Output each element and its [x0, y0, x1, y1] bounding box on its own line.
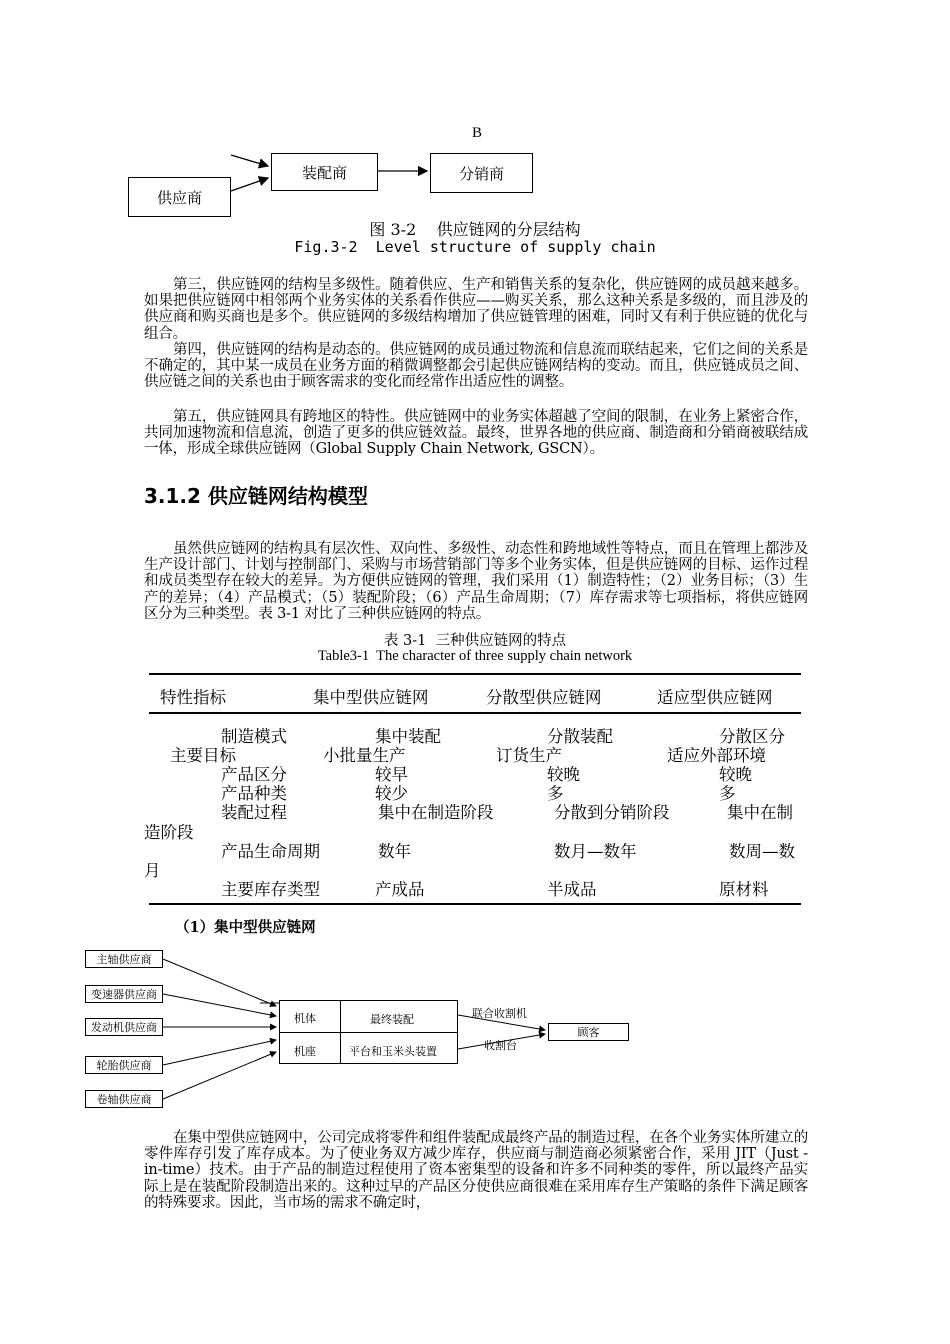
header-central: 集中型供应链网 — [313, 688, 429, 707]
cell-distributed: 分散装配 — [547, 727, 613, 746]
final-assembly-label: 最终装配 — [370, 1013, 414, 1026]
supplier-box: 发动机供应商 — [85, 1018, 163, 1036]
cell-adaptive: 数周—数 — [729, 842, 795, 861]
row-label: 制造模式 — [221, 727, 287, 746]
cell-central: 较早 — [375, 765, 408, 784]
cell-adaptive: 适应外部环境 — [667, 746, 766, 765]
cell-central: 集中在制造阶段 — [378, 803, 494, 822]
table-caption-cn: 表 3-1 三种供应链网的特点 — [383, 633, 567, 649]
fig32-caption-en: Fig.3-2 Level structure of supply chain — [294, 238, 656, 256]
supplier-box: 轮胎供应商 — [85, 1056, 163, 1074]
cell-distributed: 订货生产 — [496, 746, 562, 765]
cell-central: 小批量生产 — [323, 746, 406, 765]
supplier-label: 供应商 — [156, 188, 202, 207]
header-distributed: 分散型供应链网 — [486, 688, 602, 707]
platform-label: 平台和玉米头装置 — [349, 1045, 437, 1058]
combine-label: 联合收割机 — [472, 1007, 527, 1020]
cell-distributed: 半成品 — [547, 880, 597, 899]
harvester-platform-label: 收割台 — [484, 1039, 517, 1052]
cell-distributed: 分散到分销阶段 — [554, 803, 670, 822]
row-label: 产品区分 — [221, 765, 287, 784]
row-label: 主要库存类型 — [221, 880, 320, 899]
intro-paragraph: 虽然供应链网的结构具有层次性、双向性、多级性、动态性和跨地域性等特点，而且在管理上都涉及生产设计部门、计划与控制部门、采购与市场营销部门等多个业务实体，但是供应链网的目标、运作过程和成员类型存在较大的差异。为方便供应链网的管理，我们采用（1）制造特性；（2）业务目标；（3）生产的差异；（4）产品模式；（5）装配阶段；（6）产品生命周期；（7）库存需求等七项指标，将供应链网区分为三种类型。表 3-1 对比了三种供应链网的特点。 — [144, 541, 808, 622]
cell-adaptive: 分散区分 — [719, 727, 785, 746]
row-label: 产品生命周期 — [221, 842, 320, 861]
cell-distributed: 较晚 — [547, 765, 580, 784]
supplier-box: 主轴供应商 — [85, 950, 163, 968]
supplier-box: 卷轴供应商 — [85, 1090, 163, 1108]
section-heading: 3.1.2 供应链网结构模型 — [144, 484, 368, 508]
fig32-caption-cn: 图 3-2 供应链网的分层结构 — [369, 220, 581, 239]
cell-adaptive: 多 — [719, 784, 736, 803]
cell-adaptive: 较晚 — [719, 765, 752, 784]
row-label: 主要目标 — [170, 746, 236, 765]
cell-central: 较少 — [375, 784, 408, 803]
fig32-label-b: B — [472, 125, 483, 141]
customer-box: 顾客 — [548, 1023, 629, 1041]
paragraph-third: 第三，供应链网的结构呈多级性。随着供应、生产和销售关系的复杂化，供应链网的成员越来越多。如果把供应链网中相邻两个业务实体的关系看作供应——购买关系，那么这种关系是多级的，而且涉及的供应商和购买商也是多个。供应链网的多级结构增加了供应链管理的困难，同时又有利于供应链的优化与组合。 — [144, 277, 808, 342]
body-label: 机体 — [294, 1012, 316, 1025]
cell-central: 数年 — [378, 842, 411, 861]
cell-central: 集中装配 — [375, 727, 441, 746]
row-label: 装配过程 — [221, 803, 287, 822]
header-indicator: 特性指标 — [160, 688, 226, 707]
cell-adaptive: 集中在制 — [727, 803, 793, 822]
row-label: 产品种类 — [221, 784, 287, 803]
cell-distributed: 数月—数年 — [554, 842, 637, 861]
table-caption-en: Table3-1 The character of three supply chain network — [317, 648, 633, 664]
assembler-label: 装配商 — [301, 163, 347, 182]
header-adaptive: 适应型供应链网 — [657, 688, 773, 707]
chassis-label: 机座 — [294, 1045, 316, 1058]
subheading-central: （1）集中型供应链网 — [175, 919, 316, 936]
closing-paragraph: 在集中型供应链网中，公司完成将零件和组件装配成最终产品的制造过程，在各个业务实体所建立的零件库存引发了库存成本。为了使业务双方减少库存，供应商与制造商必须紧密合作，采用 JIT（Just -in-time）技术。由于产品的制造过程使用了资本密集型的设备和许多不同种类的零件，所以最终产品实际上是在装配阶段制造出来的。这种过早的产品区分使供应商很难在采用库存生产策略的条件下满足顾客的特殊要求。因此，当市场的需求不确定时， — [144, 1130, 808, 1211]
cell-wrap: 造阶段 — [144, 823, 194, 842]
cell-distributed: 多 — [547, 784, 564, 803]
distributor-label: 分销商 — [458, 164, 504, 183]
cell-wrap: 月 — [144, 861, 161, 880]
paragraph-fourth: 第四，供应链网的结构是动态的。供应链网的成员通过物流和信息流而联结起来，它们之间的关系是不确定的，其中某一成员在业务方面的稍微调整都会引起供应链网结构的变动。而且，供应链成员之间、供应链之间的关系也由于顾客需求的变化而经常作出适应性的调整。 — [144, 342, 808, 391]
paragraph-fifth: 第五，供应链网具有跨地区的特性。供应链网中的业务实体超越了空间的限制，在业务上紧密合作，共同加速物流和信息流，创造了更多的供应链效益。最终，世界各地的供应商、制造商和分销商被联结成一体，形成全球供应链网（Global Supply Chain Network, GSCN）。 — [144, 409, 808, 458]
cell-central: 产成品 — [375, 880, 425, 899]
supplier-box: 变速器供应商 — [85, 985, 163, 1003]
cell-adaptive: 原材料 — [719, 880, 769, 899]
